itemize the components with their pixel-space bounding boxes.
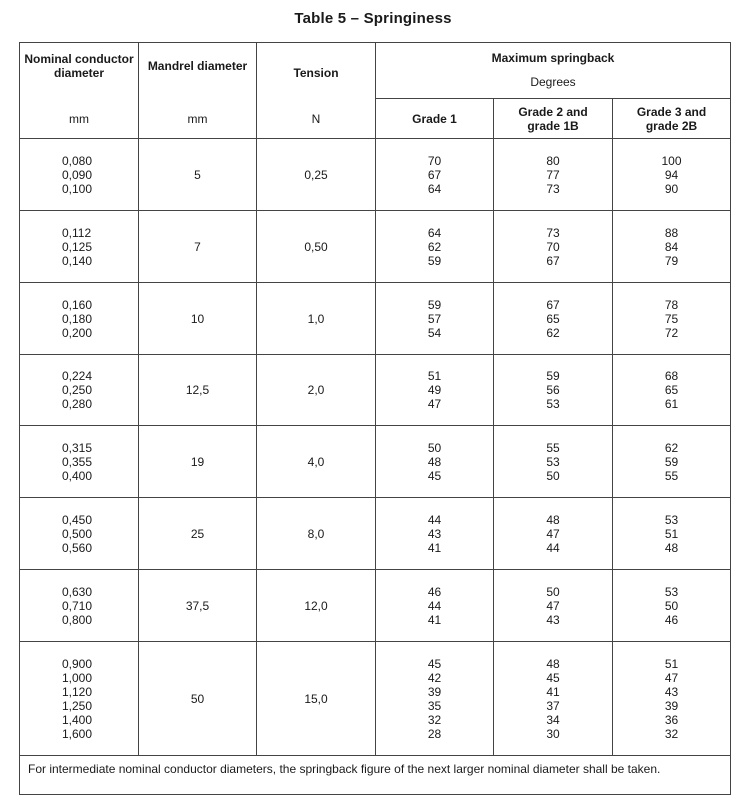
grade3-value: 79 bbox=[664, 253, 679, 268]
diameter-value: 0,125 bbox=[62, 239, 93, 254]
table-row bbox=[20, 426, 731, 498]
grade1-cell bbox=[376, 283, 494, 355]
grade2-cell bbox=[494, 426, 613, 498]
grade2-value: 80 bbox=[546, 153, 560, 168]
grade1-value: 49 bbox=[427, 383, 442, 397]
grade2-value: 48 bbox=[546, 512, 560, 527]
table-row bbox=[20, 642, 731, 756]
diameter-value: 0,160 bbox=[62, 297, 93, 312]
table-row bbox=[20, 570, 731, 642]
header-maximum-springback bbox=[376, 43, 731, 99]
grade1-value: 35 bbox=[427, 698, 442, 713]
grade3-value: 50 bbox=[664, 598, 679, 613]
grade1-value: 48 bbox=[427, 454, 442, 469]
tension-cell: 12,0 bbox=[257, 570, 376, 642]
diameter-cell bbox=[20, 498, 139, 570]
grade2-value: 50 bbox=[546, 468, 560, 483]
grade3-value: 53 bbox=[664, 584, 679, 599]
grade2-cell bbox=[494, 355, 613, 426]
grade1-value: 64 bbox=[427, 225, 442, 240]
grade3-cell bbox=[613, 498, 731, 570]
diameter-value: 0,560 bbox=[62, 540, 93, 555]
grade1-cell bbox=[376, 498, 494, 570]
diameter-value: 0,280 bbox=[62, 397, 93, 411]
grade2-value: 59 bbox=[546, 369, 560, 383]
grade3-cell bbox=[613, 426, 731, 498]
grade2-cell bbox=[494, 139, 613, 211]
table-row bbox=[20, 283, 731, 355]
header-degrees-label: Degrees bbox=[530, 74, 576, 89]
header-grade-2: Grade 2 and grade 1B bbox=[494, 99, 613, 139]
grade3-value: 39 bbox=[664, 698, 679, 713]
grade2-value: 62 bbox=[546, 325, 560, 340]
header-grade-3: Grade 3 and grade 2B bbox=[613, 99, 731, 139]
mandrel-cell: 37,5 bbox=[139, 570, 257, 642]
grade1-value: 62 bbox=[427, 239, 442, 254]
header-mandrel-unit: mm bbox=[187, 112, 208, 126]
header-nominal-label: Nominal conductor diameter bbox=[24, 52, 134, 80]
grade1-value: 42 bbox=[427, 670, 442, 685]
grade2-cell bbox=[494, 211, 613, 283]
table-row bbox=[20, 139, 731, 211]
header-nominal-diameter bbox=[20, 43, 139, 139]
grade1-cell bbox=[376, 211, 494, 283]
grade3-value: 90 bbox=[664, 181, 679, 196]
grade2-value: 55 bbox=[546, 440, 560, 455]
grade3-value: 59 bbox=[664, 454, 679, 469]
grade2-value: 34 bbox=[546, 712, 560, 727]
grade2-value: 73 bbox=[546, 225, 560, 240]
grade1-value: 45 bbox=[427, 656, 442, 671]
tension-cell: 8,0 bbox=[257, 498, 376, 570]
grade2-value: 44 bbox=[546, 540, 560, 555]
tension-cell: 1,0 bbox=[257, 283, 376, 355]
table-row bbox=[20, 355, 731, 426]
header-mandrel-diameter bbox=[139, 43, 257, 139]
grade3-value: 72 bbox=[664, 325, 679, 340]
grade1-value: 54 bbox=[427, 325, 442, 340]
grade2-value: 77 bbox=[546, 167, 560, 182]
header-row-1 bbox=[20, 43, 731, 99]
grade3-value: 62 bbox=[664, 440, 679, 455]
header-tension-unit: N bbox=[311, 112, 321, 126]
diameter-cell bbox=[20, 570, 139, 642]
grade2-value: 65 bbox=[546, 311, 560, 326]
grade2-value: 47 bbox=[546, 598, 560, 613]
grade1-value: 45 bbox=[427, 468, 442, 483]
grade3-value: 65 bbox=[664, 383, 679, 397]
grade3-value: 55 bbox=[664, 468, 679, 483]
grade3-cell bbox=[613, 139, 731, 211]
tension-cell: 0,25 bbox=[257, 139, 376, 211]
grade1-value: 44 bbox=[427, 598, 442, 613]
tension-cell: 0,50 bbox=[257, 211, 376, 283]
grade3-value: 32 bbox=[664, 726, 679, 741]
grade1-value: 64 bbox=[427, 181, 442, 196]
diameter-value: 0,112 bbox=[62, 225, 92, 240]
mandrel-cell: 12,5 bbox=[139, 355, 257, 426]
tension-cell: 15,0 bbox=[257, 642, 376, 756]
note-row bbox=[20, 756, 731, 795]
diameter-value: 1,120 bbox=[62, 684, 93, 699]
grade2-value: 50 bbox=[546, 584, 560, 599]
diameter-value: 1,000 bbox=[62, 670, 93, 685]
grade1-cell bbox=[376, 642, 494, 756]
grade1-value: 44 bbox=[427, 512, 442, 527]
grade3-value: 100 bbox=[661, 153, 682, 168]
diameter-value: 0,090 bbox=[62, 167, 93, 182]
diameter-cell bbox=[20, 426, 139, 498]
grade3-value: 48 bbox=[664, 540, 679, 555]
grade2-cell bbox=[494, 570, 613, 642]
diameter-cell bbox=[20, 211, 139, 283]
grade3-value: 84 bbox=[664, 239, 679, 254]
grade3-value: 36 bbox=[664, 712, 679, 727]
grade1-value: 47 bbox=[427, 397, 442, 411]
grade3-value: 78 bbox=[664, 297, 679, 312]
grade2-value: 45 bbox=[546, 670, 560, 685]
grade1-value: 28 bbox=[427, 726, 442, 741]
header-grade-1: Grade 1 bbox=[376, 99, 494, 139]
grade1-value: 41 bbox=[427, 612, 442, 627]
grade1-value: 67 bbox=[427, 167, 442, 182]
grade1-value: 43 bbox=[427, 526, 442, 541]
grade3-value: 43 bbox=[664, 684, 679, 699]
grade3-value: 75 bbox=[664, 311, 679, 326]
diameter-value: 0,400 bbox=[62, 468, 93, 483]
mandrel-cell: 19 bbox=[139, 426, 257, 498]
diameter-value: 0,250 bbox=[62, 383, 93, 397]
diameter-value: 0,180 bbox=[62, 311, 93, 326]
grade3-cell bbox=[613, 355, 731, 426]
grade2-value: 53 bbox=[546, 454, 560, 469]
mandrel-cell: 5 bbox=[139, 139, 257, 211]
diameter-cell bbox=[20, 139, 139, 211]
grade1-value: 59 bbox=[427, 297, 442, 312]
grade1-value: 57 bbox=[427, 311, 442, 326]
grade1-cell bbox=[376, 570, 494, 642]
grade1-value: 51 bbox=[427, 369, 442, 383]
tension-cell: 2,0 bbox=[257, 355, 376, 426]
grade3-cell bbox=[613, 642, 731, 756]
mandrel-cell: 50 bbox=[139, 642, 257, 756]
mandrel-cell: 10 bbox=[139, 283, 257, 355]
grade1-value: 59 bbox=[427, 253, 442, 268]
diameter-cell bbox=[20, 355, 139, 426]
diameter-value: 0,224 bbox=[62, 369, 93, 383]
diameter-value: 0,710 bbox=[62, 598, 93, 613]
header-max-springback-label: Maximum springback bbox=[491, 50, 615, 65]
grade3-value: 94 bbox=[664, 167, 679, 182]
diameter-value: 0,315 bbox=[62, 440, 93, 455]
diameter-value: 1,250 bbox=[62, 698, 93, 713]
mandrel-cell: 25 bbox=[139, 498, 257, 570]
grade3-value: 51 bbox=[664, 526, 679, 541]
grade2-value: 67 bbox=[546, 253, 560, 268]
table-note: For intermediate nominal conductor diameters, the springback figure of the next larger nominal diameter shall be taken. bbox=[20, 756, 731, 795]
grade2-value: 70 bbox=[546, 239, 560, 254]
grade1-cell bbox=[376, 355, 494, 426]
diameter-cell bbox=[20, 642, 139, 756]
table-title: Table 5 – Springiness bbox=[294, 10, 452, 27]
grade1-value: 39 bbox=[427, 684, 442, 699]
grade2-cell bbox=[494, 283, 613, 355]
header-nominal-unit: mm bbox=[69, 112, 89, 126]
grade3-cell bbox=[613, 570, 731, 642]
grade2-value: 48 bbox=[546, 656, 560, 671]
grade2-value: 53 bbox=[546, 397, 560, 411]
grade1-value: 32 bbox=[427, 712, 442, 727]
diameter-value: 0,900 bbox=[62, 656, 93, 671]
grade2-value: 47 bbox=[546, 526, 560, 541]
tension-cell: 4,0 bbox=[257, 426, 376, 498]
grade3-value: 68 bbox=[664, 369, 679, 383]
header-tension bbox=[257, 43, 376, 139]
grade3-value: 51 bbox=[664, 656, 679, 671]
diameter-value: 0,800 bbox=[62, 612, 93, 627]
grade1-cell bbox=[376, 426, 494, 498]
diameter-value: 0,500 bbox=[62, 526, 93, 541]
springiness-table bbox=[19, 42, 731, 795]
grade1-value: 41 bbox=[427, 540, 442, 555]
grade1-value: 70 bbox=[427, 153, 442, 168]
grade2-cell bbox=[494, 498, 613, 570]
diameter-cell bbox=[20, 283, 139, 355]
grade3-value: 46 bbox=[664, 612, 679, 627]
table-row bbox=[20, 211, 731, 283]
diameter-value: 1,400 bbox=[62, 712, 93, 727]
diameter-value: 0,140 bbox=[62, 253, 93, 268]
diameter-value: 1,600 bbox=[62, 726, 93, 741]
grade3-value: 47 bbox=[664, 670, 679, 685]
grade1-value: 46 bbox=[427, 584, 442, 599]
grade2-value: 37 bbox=[546, 698, 560, 713]
grade1-value: 50 bbox=[427, 440, 442, 455]
diameter-value: 0,080 bbox=[62, 153, 93, 168]
header-mandrel-label: Mandrel diameter bbox=[147, 59, 248, 73]
grade2-value: 43 bbox=[546, 612, 560, 627]
table-row bbox=[20, 498, 731, 570]
grade2-value: 56 bbox=[546, 383, 560, 397]
grade3-value: 88 bbox=[664, 225, 679, 240]
diameter-value: 0,450 bbox=[62, 512, 93, 527]
grade2-cell bbox=[494, 642, 613, 756]
grade2-value: 67 bbox=[546, 297, 560, 312]
header-tension-label: Tension bbox=[293, 66, 339, 80]
diameter-value: 0,100 bbox=[62, 181, 93, 196]
grade2-value: 73 bbox=[546, 181, 560, 196]
grade2-value: 41 bbox=[546, 684, 560, 699]
diameter-value: 0,200 bbox=[62, 325, 93, 340]
grade3-cell bbox=[613, 283, 731, 355]
grade3-value: 61 bbox=[664, 397, 679, 411]
mandrel-cell: 7 bbox=[139, 211, 257, 283]
grade1-cell bbox=[376, 139, 494, 211]
grade3-cell bbox=[613, 211, 731, 283]
grade3-value: 53 bbox=[664, 512, 679, 527]
diameter-value: 0,355 bbox=[62, 454, 93, 469]
grade2-value: 30 bbox=[546, 726, 560, 741]
diameter-value: 0,630 bbox=[62, 584, 93, 599]
